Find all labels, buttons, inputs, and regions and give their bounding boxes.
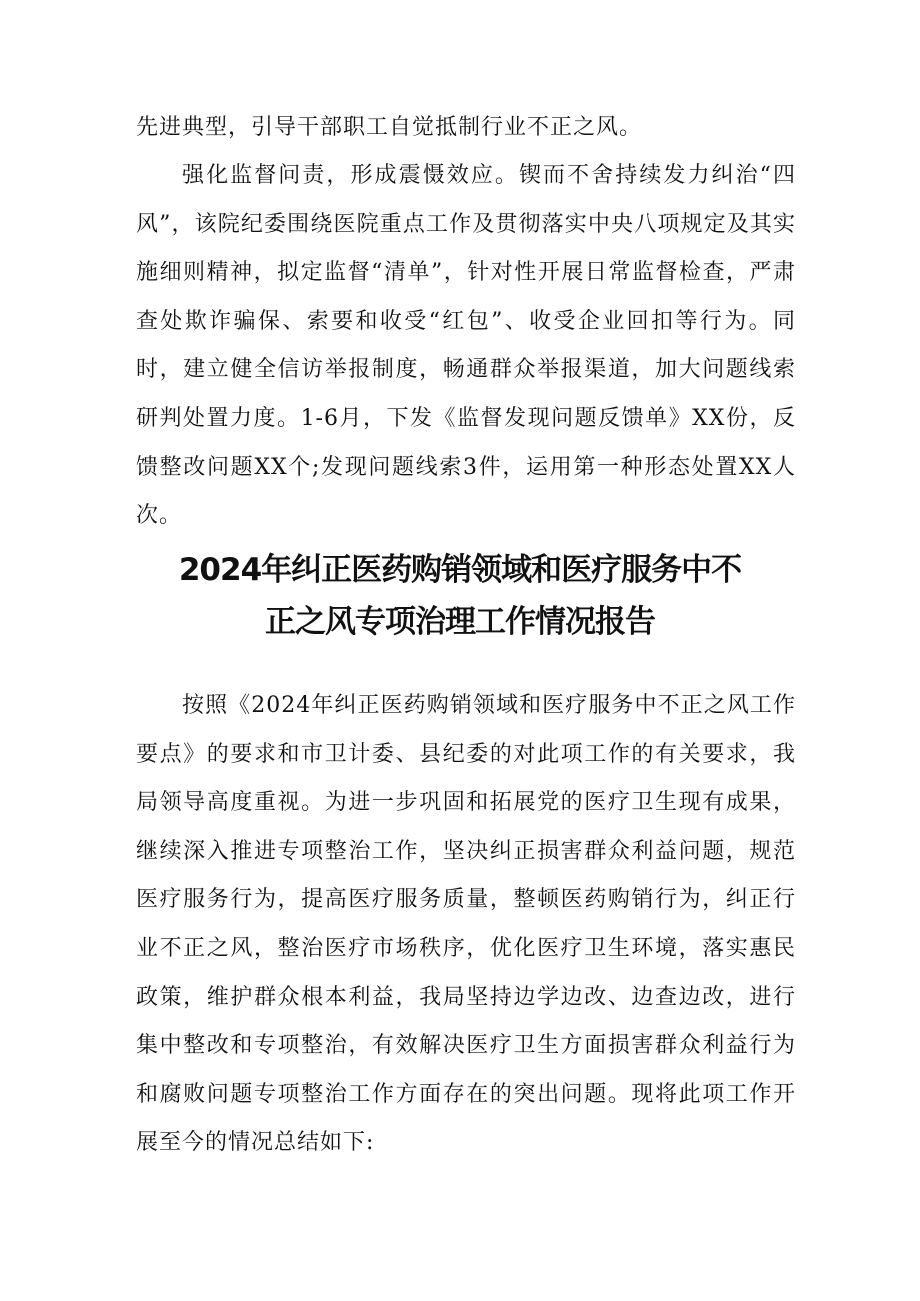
paragraph-introduction: 按照《2024年纠正医药购销领域和医疗服务中不正之风工作要点》的要求和市卫计委、县纪委的对此项工作的有关要求，我局领导高度重视。为进一步巩固和拓展党的医疗卫生现有成果，继续深入推进专项整治工作，坚决纠正损害群众利益问题，规范医疗服务行为，提高医疗服务质量，整顿医药购销行为，纠正行业不正之风，整治医疗市场秩序，优化医疗卫生环境，落实惠民政策，维护群众根本利益，我局坚持边学边改、边查边改，进行集中整改和专项整治，有效解决医疗卫生方面损害群众利益行为和腐败问题专项整治工作方面存在的突出问题。现将此项工作开展至今的情况总结如下:	[136, 693, 796, 1156]
title-line-1: 2024年纠正医药购销领域和医疗服务中不	[178, 552, 742, 588]
report-title	[100, 544, 820, 648]
paragraph-continuation: 先进典型，引导干部职工自觉抵制行业不正之风。	[136, 115, 643, 140]
paragraph-supervision: 强化监督问责，形成震慑效应。锲而不舍持续发力纠治“四风”，该院纪委围绕医院重点工作及贯彻落实中央八项规定及其实施细则精神，拟定监督“清单”，针对性开展日常监督检查，严肃查处欺诈骗保、索要和收受“红包”、收受企业回扣等行为。同时，建立健全信访举报制度，畅通群众举报渠道，加大问题线索研判处置力度。1-6月，下发《监督发现问题反馈单》XX份，反馈整改问题XX个;发现问题线索3件，运用第一种形态处置XX人次。	[136, 163, 796, 529]
title-line-2: 正之风专项治理工作情况报告	[265, 604, 655, 640]
